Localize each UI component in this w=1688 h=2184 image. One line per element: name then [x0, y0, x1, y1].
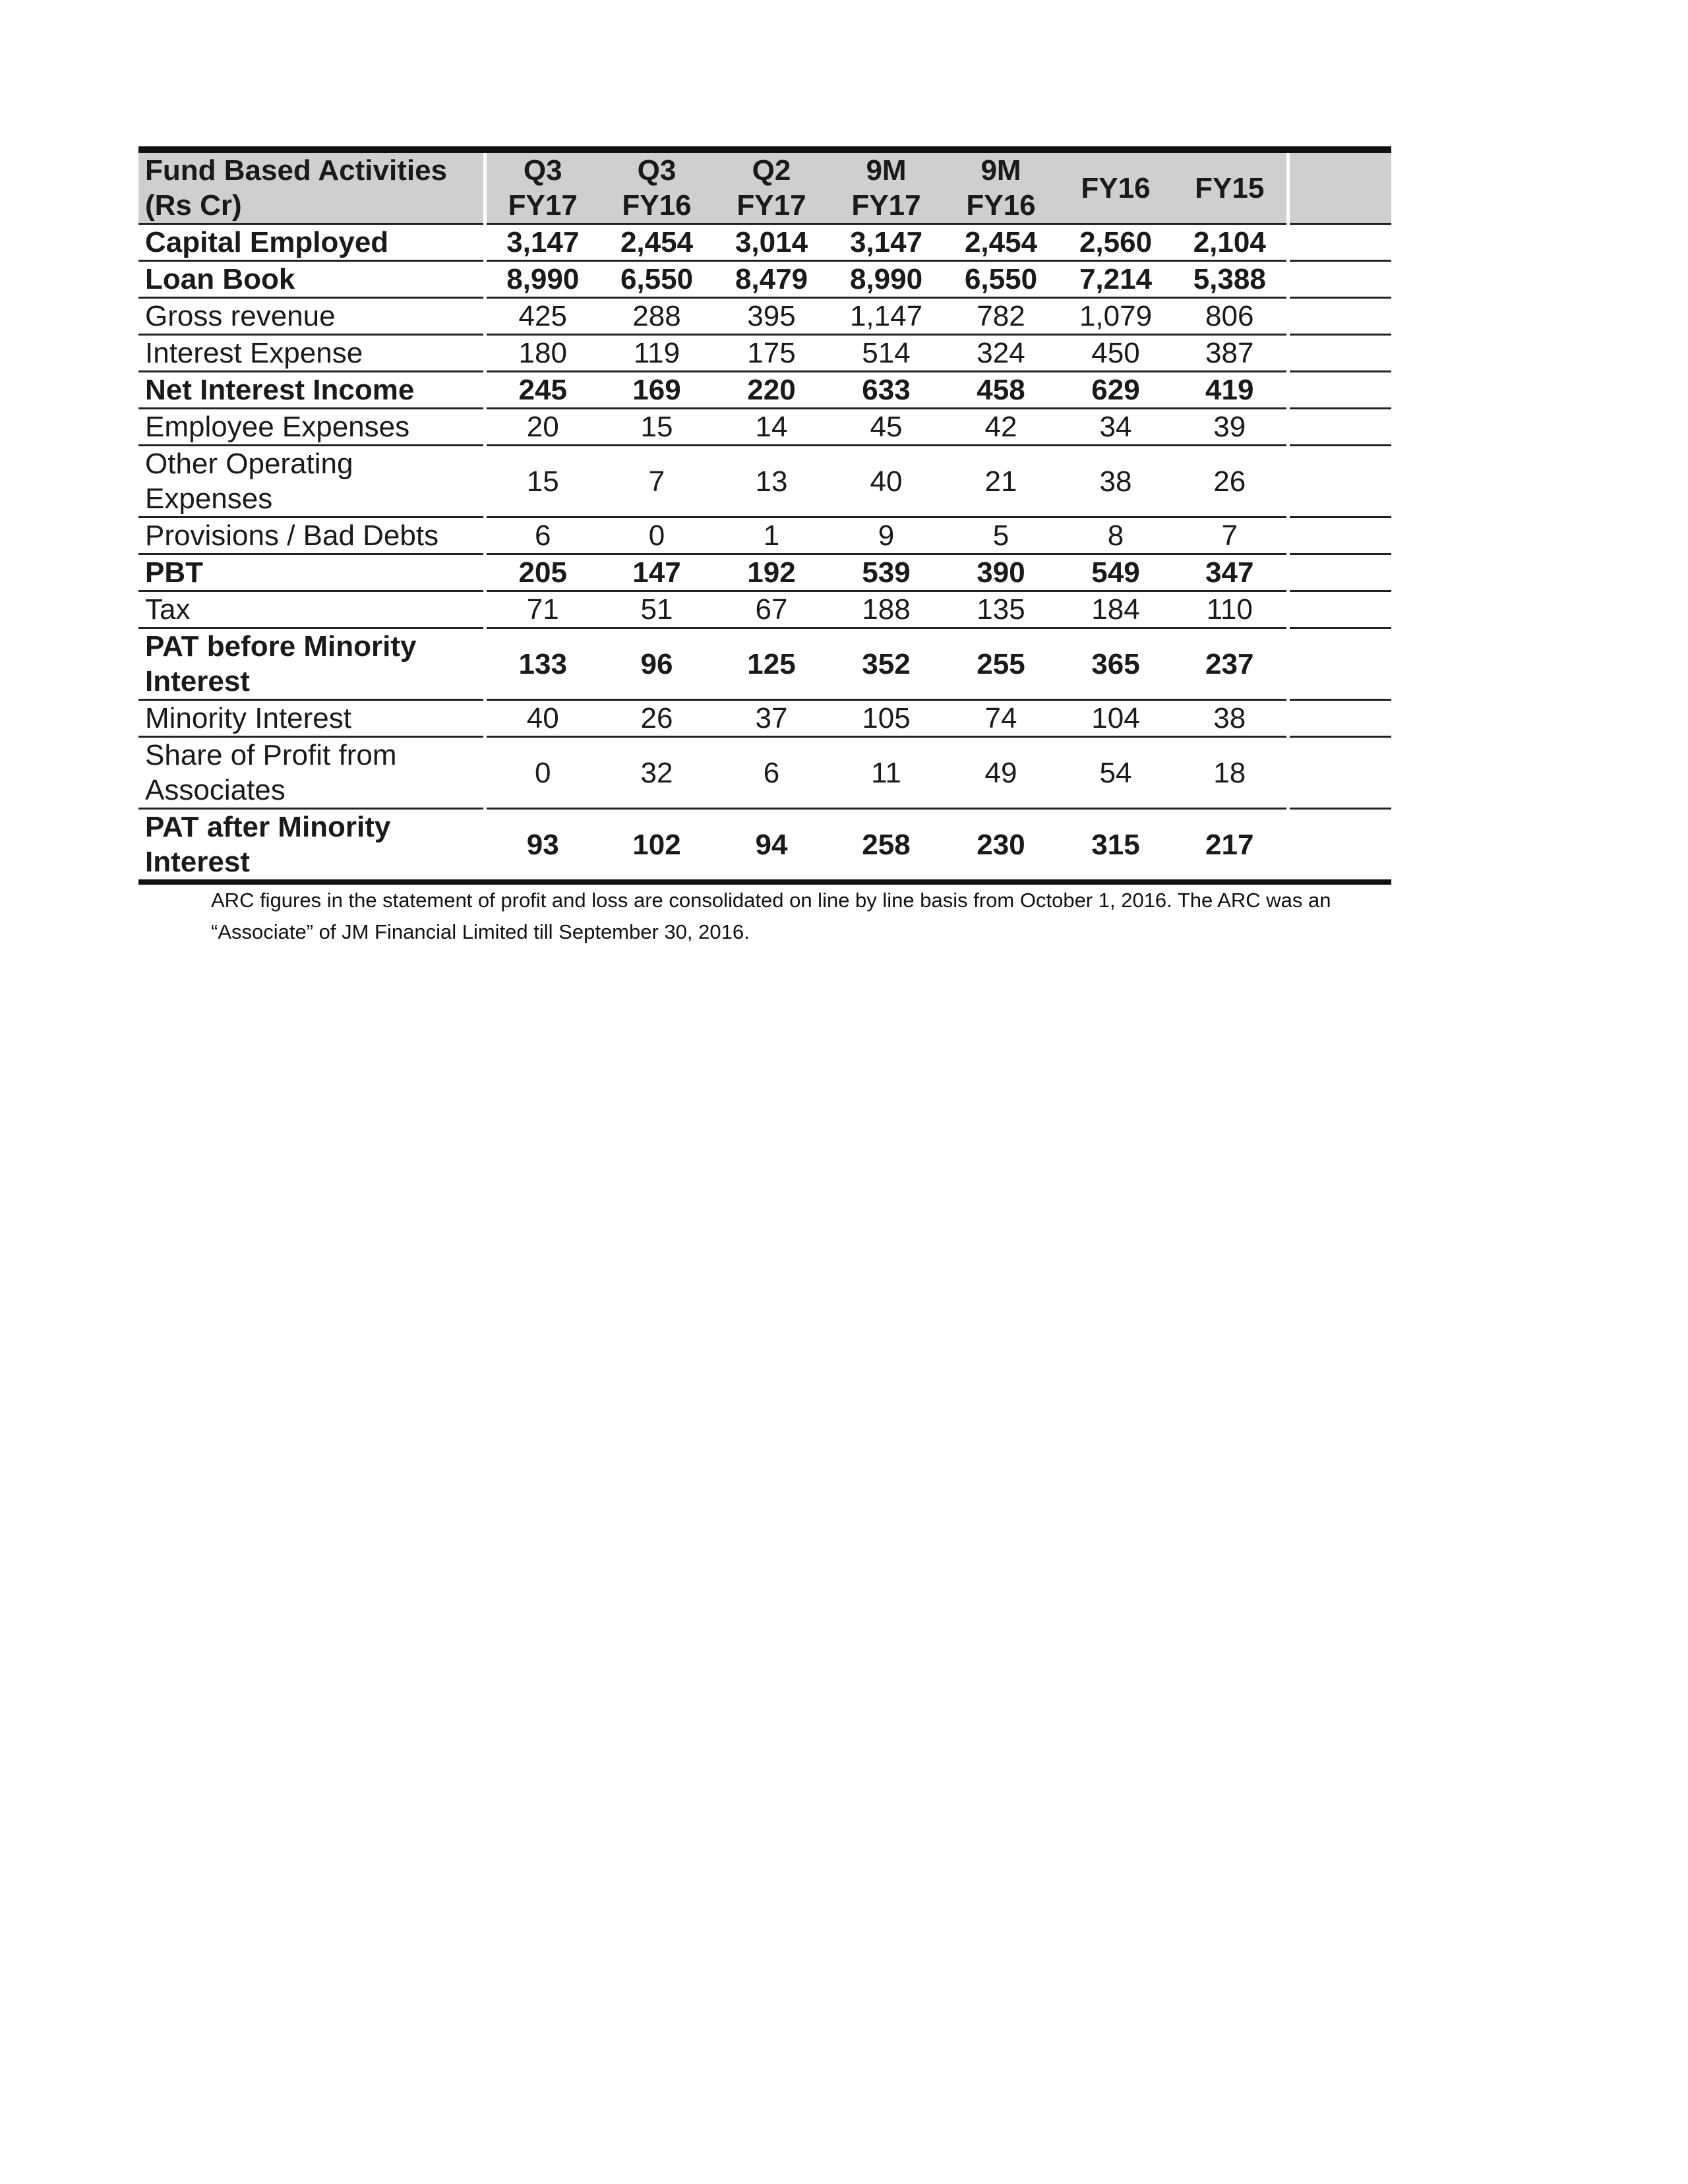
row-value: 74 — [944, 700, 1058, 737]
row-value: 96 — [599, 628, 714, 700]
header-col-line1: 9M — [866, 154, 907, 187]
row-value: 217 — [1173, 809, 1288, 883]
row-value: 237 — [1173, 628, 1288, 700]
row-value: 93 — [485, 809, 599, 883]
row-empty-cell — [1288, 554, 1391, 591]
row-value: 8 — [1058, 517, 1173, 554]
row-label: Other Operating Expenses — [138, 446, 485, 517]
table-row — [138, 335, 1391, 372]
fund-based-activities-table — [138, 146, 1391, 885]
row-value: 8,990 — [485, 261, 599, 298]
footnote — [211, 885, 1497, 948]
row-value: 49 — [944, 737, 1058, 809]
row-value: 6,550 — [944, 261, 1058, 298]
header-label-cell — [138, 150, 485, 224]
row-value: 5 — [944, 517, 1058, 554]
header-col-q3-fy17 — [485, 150, 599, 224]
row-value: 8,990 — [829, 261, 944, 298]
row-value: 8,479 — [714, 261, 829, 298]
row-value: 21 — [944, 446, 1058, 517]
row-value: 230 — [944, 809, 1058, 883]
table-row — [138, 446, 1391, 517]
row-value: 324 — [944, 335, 1058, 372]
row-value: 38 — [1058, 446, 1173, 517]
row-value: 175 — [714, 335, 829, 372]
row-empty-cell — [1288, 700, 1391, 737]
row-value: 40 — [829, 446, 944, 517]
row-label: Minority Interest — [138, 700, 485, 737]
row-value: 71 — [485, 591, 599, 628]
table-row — [138, 628, 1391, 700]
row-empty-cell — [1288, 809, 1391, 883]
header-col-line1: FY16 — [1081, 171, 1151, 204]
row-empty-cell — [1288, 335, 1391, 372]
header-col-line1: Q3 — [523, 154, 562, 187]
row-value: 119 — [599, 335, 714, 372]
header-col-line2: FY17 — [851, 189, 921, 221]
table-row — [138, 737, 1391, 809]
header-col-line1: FY15 — [1195, 171, 1265, 204]
row-value: 51 — [599, 591, 714, 628]
row-value: 419 — [1173, 372, 1288, 409]
row-label: PAT after Minority Interest — [138, 809, 485, 883]
header-col-9m-fy16 — [944, 150, 1058, 224]
row-value: 3,147 — [485, 224, 599, 261]
row-value: 7 — [1173, 517, 1288, 554]
row-empty-cell — [1288, 372, 1391, 409]
row-value: 184 — [1058, 591, 1173, 628]
row-value: 133 — [485, 628, 599, 700]
row-value: 806 — [1173, 298, 1288, 335]
row-label: Employee Expenses — [138, 409, 485, 446]
header-label-line2: (Rs Cr) — [145, 189, 242, 221]
row-value: 220 — [714, 372, 829, 409]
row-value: 7,214 — [1058, 261, 1173, 298]
row-value: 315 — [1058, 809, 1173, 883]
row-value: 539 — [829, 554, 944, 591]
header-col-line1: Q2 — [752, 154, 791, 187]
financial-table-container — [138, 146, 1391, 885]
row-value: 1,147 — [829, 298, 944, 335]
row-label: Net Interest Income — [138, 372, 485, 409]
row-value: 94 — [714, 809, 829, 883]
footnote-line2: “Associate” of JM Financial Limited till September 30, 2016. — [211, 920, 750, 943]
row-value: 7 — [599, 446, 714, 517]
table-row — [138, 224, 1391, 261]
row-value: 54 — [1058, 737, 1173, 809]
row-value: 288 — [599, 298, 714, 335]
row-value: 6 — [714, 737, 829, 809]
row-value: 37 — [714, 700, 829, 737]
row-value: 125 — [714, 628, 829, 700]
row-value: 13 — [714, 446, 829, 517]
row-value: 365 — [1058, 628, 1173, 700]
row-value: 39 — [1173, 409, 1288, 446]
header-col-line2: FY16 — [622, 189, 692, 221]
row-value: 192 — [714, 554, 829, 591]
row-value: 38 — [1173, 700, 1288, 737]
header-empty-cell — [1288, 150, 1391, 224]
table-body — [138, 224, 1391, 883]
row-value: 205 — [485, 554, 599, 591]
table-row — [138, 372, 1391, 409]
row-value: 1 — [714, 517, 829, 554]
row-empty-cell — [1288, 628, 1391, 700]
row-value: 0 — [485, 737, 599, 809]
row-value: 633 — [829, 372, 944, 409]
row-value: 15 — [485, 446, 599, 517]
row-value: 11 — [829, 737, 944, 809]
header-col-line1: Q3 — [637, 154, 677, 187]
table-row — [138, 700, 1391, 737]
row-label: Provisions / Bad Debts — [138, 517, 485, 554]
row-value: 1,079 — [1058, 298, 1173, 335]
row-empty-cell — [1288, 409, 1391, 446]
row-value: 352 — [829, 628, 944, 700]
row-empty-cell — [1288, 737, 1391, 809]
row-value: 15 — [599, 409, 714, 446]
row-value: 782 — [944, 298, 1058, 335]
row-value: 3,147 — [829, 224, 944, 261]
row-value: 45 — [829, 409, 944, 446]
row-label: Gross revenue — [138, 298, 485, 335]
row-value: 40 — [485, 700, 599, 737]
row-value: 9 — [829, 517, 944, 554]
footnote-line1: ARC figures in the statement of profit and loss are consolidated on line by line basis from October 1, 2016. The ARC was an — [211, 889, 1331, 912]
row-label: Loan Book — [138, 261, 485, 298]
header-col-q3-fy16 — [599, 150, 714, 224]
header-col-line2: FY17 — [508, 189, 578, 221]
header-col-fy16 — [1058, 150, 1173, 224]
row-value: 6,550 — [599, 261, 714, 298]
row-label: Interest Expense — [138, 335, 485, 372]
row-value: 629 — [1058, 372, 1173, 409]
row-value: 395 — [714, 298, 829, 335]
table-row — [138, 591, 1391, 628]
row-value: 188 — [829, 591, 944, 628]
row-value: 102 — [599, 809, 714, 883]
row-value: 450 — [1058, 335, 1173, 372]
row-value: 245 — [485, 372, 599, 409]
row-value: 2,104 — [1173, 224, 1288, 261]
header-col-q2-fy17 — [714, 150, 829, 224]
row-value: 2,454 — [599, 224, 714, 261]
table-row — [138, 409, 1391, 446]
row-value: 2,560 — [1058, 224, 1173, 261]
row-label: PBT — [138, 554, 485, 591]
row-empty-cell — [1288, 446, 1391, 517]
row-value: 458 — [944, 372, 1058, 409]
row-value: 105 — [829, 700, 944, 737]
row-value: 514 — [829, 335, 944, 372]
table-row — [138, 298, 1391, 335]
row-value: 5,388 — [1173, 261, 1288, 298]
row-value: 169 — [599, 372, 714, 409]
header-col-line2: FY17 — [737, 189, 806, 221]
row-label: Tax — [138, 591, 485, 628]
row-value: 255 — [944, 628, 1058, 700]
table-row — [138, 809, 1391, 883]
row-value: 26 — [599, 700, 714, 737]
row-empty-cell — [1288, 261, 1391, 298]
row-value: 32 — [599, 737, 714, 809]
table-row — [138, 517, 1391, 554]
row-value: 42 — [944, 409, 1058, 446]
row-label: PAT before Minority Interest — [138, 628, 485, 700]
row-value: 18 — [1173, 737, 1288, 809]
row-empty-cell — [1288, 298, 1391, 335]
table-row — [138, 261, 1391, 298]
row-value: 390 — [944, 554, 1058, 591]
header-col-line2: FY16 — [966, 189, 1036, 221]
row-value: 20 — [485, 409, 599, 446]
row-value: 110 — [1173, 591, 1288, 628]
row-empty-cell — [1288, 591, 1391, 628]
row-value: 549 — [1058, 554, 1173, 591]
row-value: 104 — [1058, 700, 1173, 737]
row-value: 34 — [1058, 409, 1173, 446]
row-label: Share of Profit from Associates — [138, 737, 485, 809]
row-value: 387 — [1173, 335, 1288, 372]
row-label: Capital Employed — [138, 224, 485, 261]
row-value: 347 — [1173, 554, 1288, 591]
table-header-row — [138, 150, 1391, 224]
row-value: 3,014 — [714, 224, 829, 261]
row-value: 2,454 — [944, 224, 1058, 261]
row-value: 258 — [829, 809, 944, 883]
row-value: 6 — [485, 517, 599, 554]
row-value: 14 — [714, 409, 829, 446]
row-value: 147 — [599, 554, 714, 591]
row-value: 26 — [1173, 446, 1288, 517]
row-value: 135 — [944, 591, 1058, 628]
row-value: 0 — [599, 517, 714, 554]
table-row — [138, 554, 1391, 591]
header-col-9m-fy17 — [829, 150, 944, 224]
header-label-line1: Fund Based Activities — [145, 154, 448, 187]
row-value: 180 — [485, 335, 599, 372]
row-empty-cell — [1288, 224, 1391, 261]
row-empty-cell — [1288, 517, 1391, 554]
header-col-fy15 — [1173, 150, 1288, 224]
row-value: 425 — [485, 298, 599, 335]
row-value: 67 — [714, 591, 829, 628]
header-col-line1: 9M — [980, 154, 1021, 187]
